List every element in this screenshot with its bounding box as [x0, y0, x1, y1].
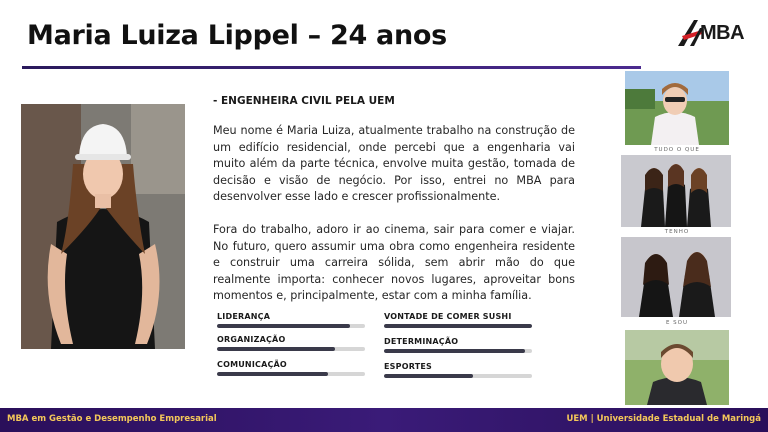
gallery-photo-three-women — [621, 155, 731, 227]
page-title: Maria Luiza Lippel – 24 anos — [27, 20, 447, 51]
profile-text — [213, 95, 575, 305]
skill-label: COMUNICAÇÃO — [217, 360, 287, 369]
skill-label: VONTADE DE COMER SUSHI — [384, 312, 512, 321]
profile-paragraph-2: Fora do trabalho, adoro ir ao cinema, sair para comer e viajar. No futuro, quero assumir uma obra como engenheira residente e construir uma carreira sólida, sem abrir mão do que realmente importa: conhecer novos lugares, aproveitar bons momentos e, principalmente, estar com a minha família. — [213, 222, 575, 303]
skill-label: ORGANIZAÇÃO — [217, 335, 286, 344]
gallery-photo-boy — [625, 330, 729, 405]
skill-bar-fill — [217, 347, 335, 351]
title-divider — [22, 66, 641, 69]
footer-university-name: UEM | Universidade Estadual de Maringá — [566, 414, 761, 424]
skill-bar-fill — [217, 324, 350, 328]
portrait-photo — [21, 104, 185, 349]
skill-organizacao — [217, 335, 365, 351]
gallery-caption-2: TENHO — [664, 229, 690, 235]
skill-label: DETERMINAÇÃO — [384, 337, 459, 346]
skill-label: LIDERANÇA — [217, 312, 271, 321]
skill-label: ESPORTES — [384, 362, 432, 371]
skill-bar-track — [217, 347, 365, 351]
skill-lideranca — [217, 312, 365, 328]
skill-bar-track — [217, 324, 365, 328]
logo-text: MBA — [700, 22, 745, 44]
gallery-caption-3: E SOU — [665, 320, 689, 326]
skill-bar-fill — [384, 374, 473, 378]
gallery-photo-child-park — [625, 71, 729, 145]
skill-sushi — [384, 312, 532, 328]
skill-bar-fill — [384, 324, 532, 328]
skill-bar-track — [217, 372, 365, 376]
gallery-photo-two-women — [621, 237, 731, 317]
skill-bar-fill — [384, 349, 525, 353]
mba-logo — [676, 16, 754, 50]
skill-bar-track — [384, 349, 532, 353]
skill-bar-fill — [217, 372, 328, 376]
skill-bar-track — [384, 324, 532, 328]
footer-bar — [0, 408, 768, 432]
profile-paragraph-1: Meu nome é Maria Luiza, atualmente trabalho na construção de um edifício residencial, onde percebi que a engenharia vai muito além da parte técnica, envolve muita gestão, tomada de decisão e visão de negócio. Por isso, entrei no MBA para desenvolver esse lado e crescer profissionalmente. — [213, 124, 575, 204]
profile-subtitle: - ENGENHEIRA CIVIL PELA UEM — [213, 95, 395, 107]
skill-esportes — [384, 362, 532, 378]
skill-comunicacao — [217, 360, 365, 376]
skill-bar-track — [384, 374, 532, 378]
skill-determinacao — [384, 337, 532, 353]
gallery-caption-1: TUDO O QUE — [654, 147, 700, 153]
footer-program-name: MBA em Gestão e Desempenho Empresarial — [7, 414, 217, 424]
